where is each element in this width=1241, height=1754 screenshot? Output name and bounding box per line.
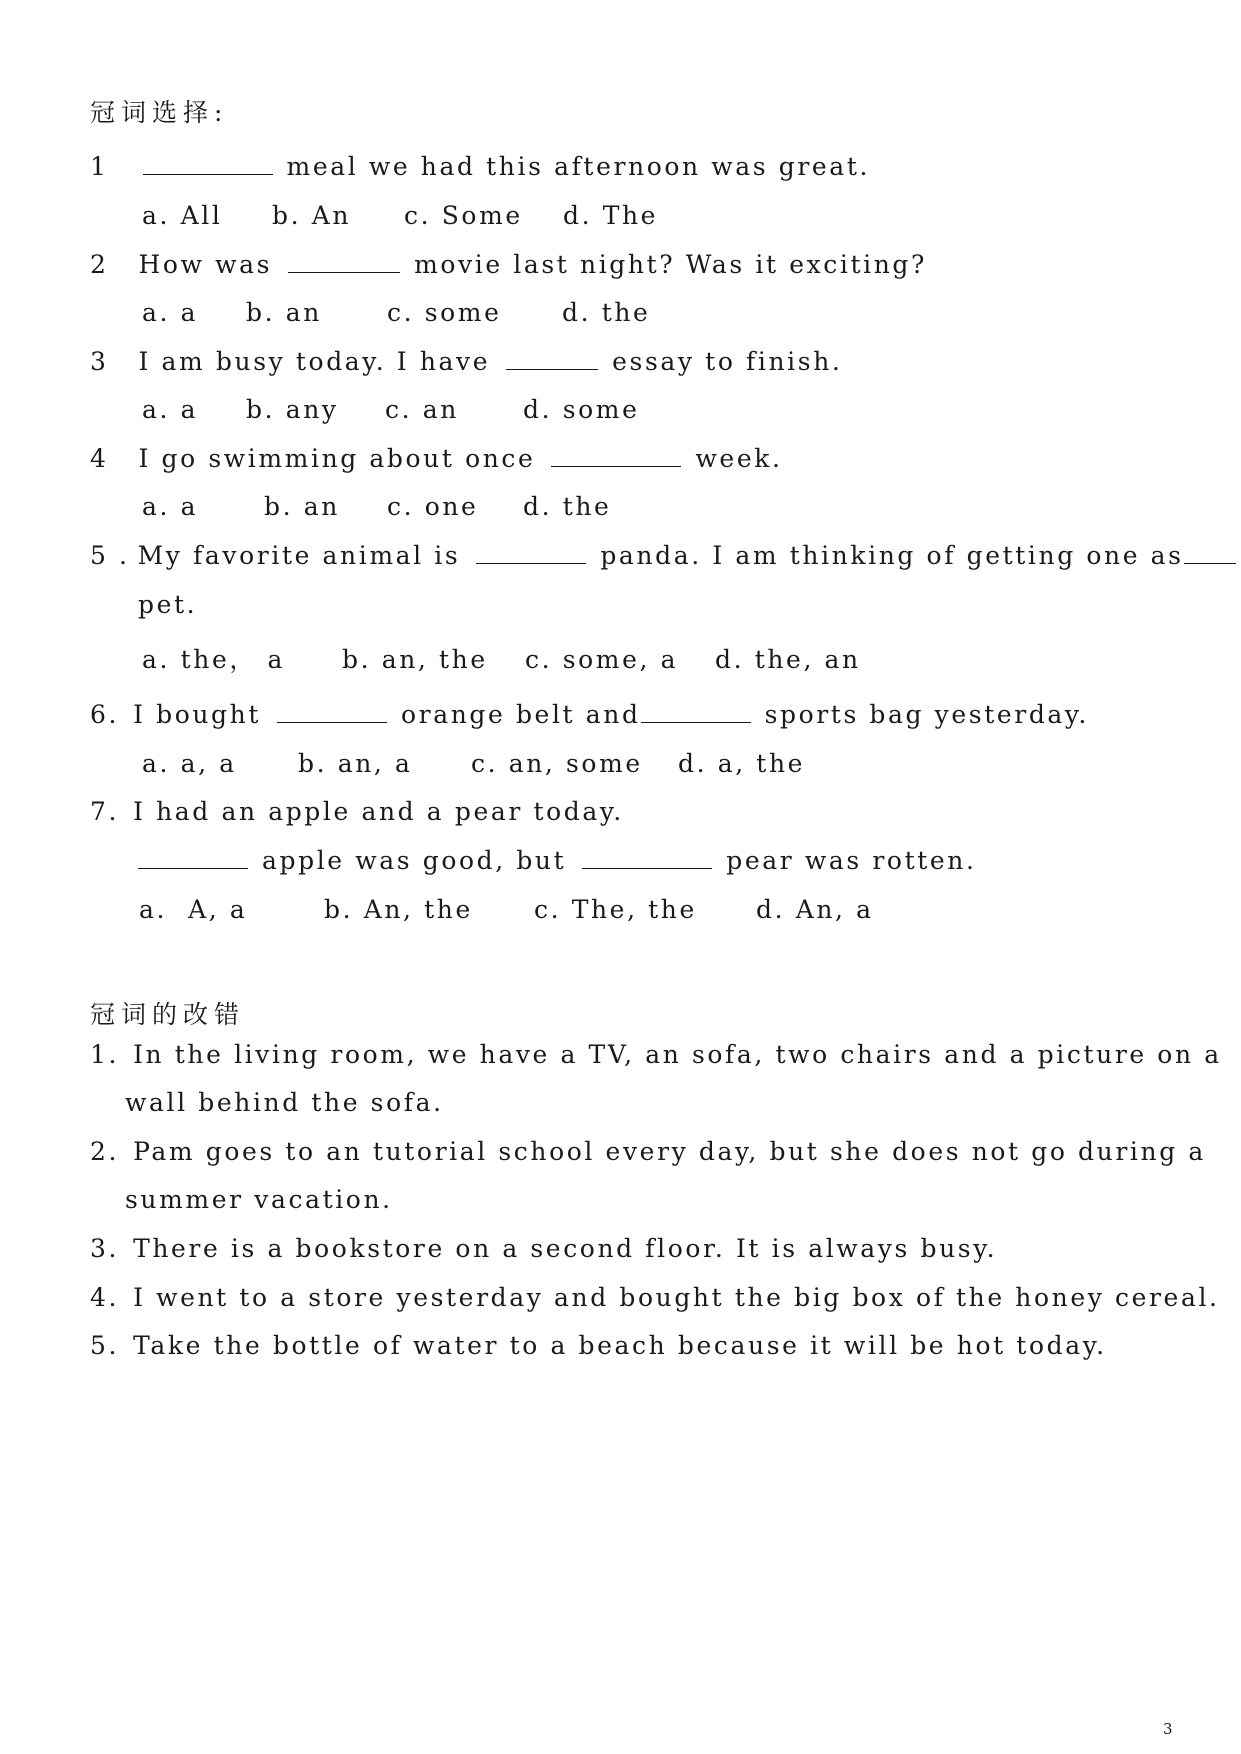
question-text-middle: panda. I am thinking of getting one as (600, 541, 1184, 570)
q2-option-b: b. an (246, 298, 322, 327)
answer-blank[interactable] (277, 700, 387, 723)
answer-blank[interactable] (506, 347, 598, 370)
question-text-after: sports bag yesterday. (764, 700, 1089, 729)
question-number: 6. (90, 700, 120, 729)
question-text: meal we had this afternoon was great. (286, 152, 871, 181)
item-text: Pam goes to an tutorial school every day, but she does not go during a (133, 1137, 1206, 1166)
correction-item-1 (90, 1040, 1222, 1070)
question-6 (90, 700, 1089, 730)
q2-option-c: c. some (387, 298, 502, 327)
item-number: 5. (90, 1331, 120, 1360)
question-7 (90, 797, 624, 827)
q1-option-b: b. An (272, 201, 352, 230)
q4-option-c: c. one (387, 492, 479, 521)
q3-option-c: c. an (385, 395, 459, 424)
q3-option-b: b. any (246, 395, 339, 424)
question-text-after: essay to finish. (612, 347, 843, 376)
question-text-after: movie last night? Was it exciting? (414, 250, 928, 279)
correction-item-3 (90, 1234, 997, 1264)
question-number: 1 (90, 152, 109, 181)
answer-blank[interactable] (641, 700, 751, 723)
question-text-middle: apple was good, but (262, 846, 567, 875)
q5-option-a: a. the， a (142, 645, 285, 674)
q3-option-a: a. a (142, 395, 199, 424)
question-number: 5 . (90, 541, 130, 570)
correction-item-4 (90, 1283, 1220, 1313)
question-text-before: I am busy today. I have (138, 347, 491, 376)
answer-blank[interactable] (476, 541, 586, 564)
q6-option-c: c. an, some (471, 749, 643, 778)
question-text-before: I bought (133, 700, 261, 729)
q1-option-d: d. The (563, 201, 659, 230)
correction-item-5 (90, 1331, 1107, 1361)
item-number: 3. (90, 1234, 120, 1263)
answer-blank[interactable] (288, 250, 400, 273)
q7-option-b: b. An, the (324, 895, 473, 924)
question-text-before: I go swimming about once (138, 444, 536, 473)
answer-blank[interactable] (1184, 541, 1236, 564)
question-5-continuation: pet. (138, 590, 198, 619)
question-text-before: How was (138, 250, 273, 279)
question-text-middle: orange belt and (401, 700, 641, 729)
question-number: 3 (90, 347, 109, 376)
question-text-before: My favorite animal is (137, 541, 461, 570)
section-title-articles-choice: 冠词选择: (90, 98, 229, 127)
q6-option-b: b. an, a (298, 749, 413, 778)
item-text: In the living room, we have a TV, an sofa, two chairs and a picture on a (133, 1040, 1222, 1069)
correction-item-2 (90, 1137, 1206, 1167)
item-number: 4. (90, 1283, 120, 1312)
q5-option-b: b. an, the (342, 645, 488, 674)
question-1 (90, 152, 870, 182)
item-text: Take the bottle of water to a beach because it will be hot today. (133, 1331, 1107, 1360)
answer-blank[interactable] (143, 152, 273, 175)
question-2 (90, 250, 927, 280)
question-number: 2 (90, 250, 109, 279)
question-number: 7. (90, 797, 120, 826)
q6-option-a: a. a, a (142, 749, 237, 778)
q1-option-a: a. All (142, 201, 223, 230)
question-3 (90, 347, 842, 377)
item-number: 1. (90, 1040, 120, 1069)
q2-option-d: d. the (562, 298, 651, 327)
page-number: 3 (1163, 1720, 1173, 1738)
q1-option-c: c. Some (404, 201, 523, 230)
item-number: 2. (90, 1137, 120, 1166)
q6-option-d: d. a, the (678, 749, 806, 778)
q7-option-d: d. An, a (756, 895, 874, 924)
q7-option-a: a. A, a (139, 895, 248, 924)
question-7-line-2 (138, 846, 977, 876)
correction-item-2-continuation: summer vacation. (125, 1185, 393, 1214)
correction-item-1-continuation: wall behind the sofa. (125, 1088, 444, 1117)
q4-option-d: d. the (523, 492, 612, 521)
section-title-articles-correction: 冠词的改错 (90, 1000, 246, 1029)
question-text-after: pear was rotten. (726, 846, 977, 875)
q2-option-a: a. a (142, 298, 199, 327)
q7-option-c: c. The, the (534, 895, 697, 924)
answer-blank[interactable] (138, 846, 248, 869)
question-text-after: week. (695, 444, 783, 473)
q3-option-d: d. some (523, 395, 640, 424)
answer-blank[interactable] (551, 444, 681, 467)
answer-blank[interactable] (582, 846, 712, 869)
item-text: I went to a store yesterday and bought the big box of the honey cereal. (133, 1283, 1220, 1312)
question-text: I had an apple and a pear today. (133, 797, 624, 826)
q4-option-b: b. an (264, 492, 340, 521)
question-5 (90, 541, 1238, 571)
q5-option-c: c. some, a (525, 645, 679, 674)
q4-option-a: a. a (142, 492, 199, 521)
question-4 (90, 444, 783, 474)
q5-option-d: d. the, an (715, 645, 861, 674)
item-text: There is a bookstore on a second floor. It is always busy. (133, 1234, 998, 1263)
question-number: 4 (90, 444, 109, 473)
